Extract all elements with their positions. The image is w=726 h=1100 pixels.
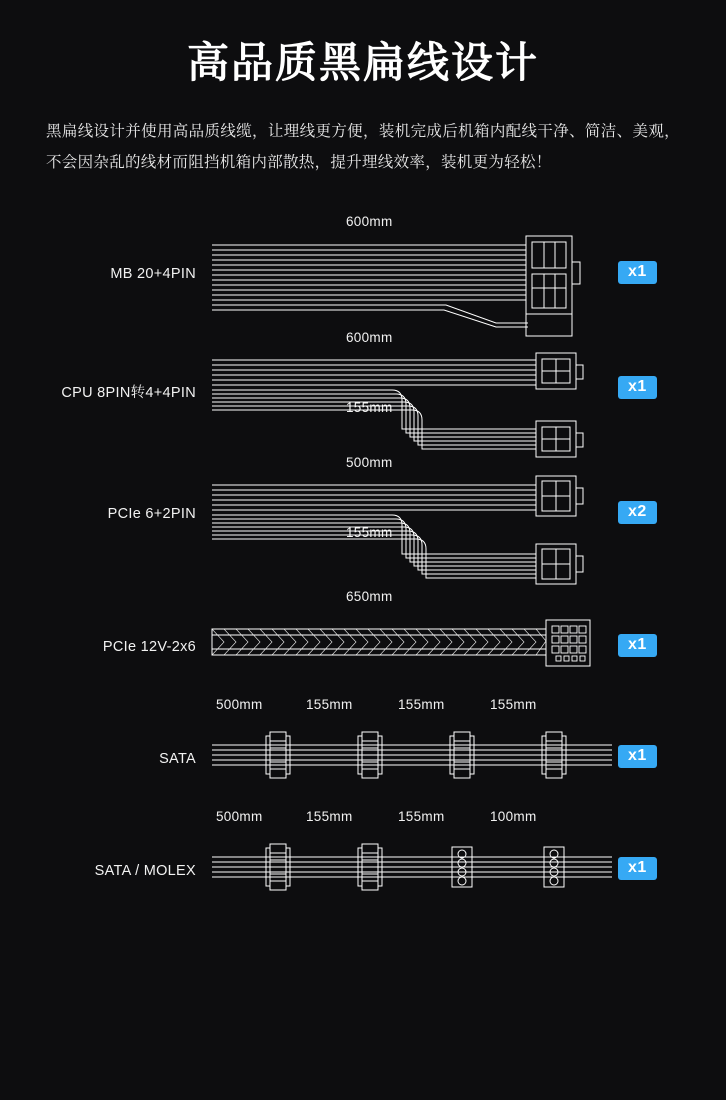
cable-label-pcie: PCIe 6+2PIN — [107, 506, 196, 523]
cable-dimension: 500mm — [216, 697, 263, 713]
cable-row — [0, 455, 726, 593]
cable-dimension: 500mm — [346, 455, 393, 471]
cable-row — [0, 589, 726, 703]
cable-quantity-badge: x2 — [618, 501, 657, 524]
cable-label-mb: MB 20+4PIN — [110, 266, 196, 283]
cable-row — [0, 697, 726, 815]
cable-dimension: 155mm — [346, 525, 393, 541]
cable-dimension: 155mm — [306, 809, 353, 825]
cable-illustration-sata — [196, 723, 626, 793]
cable-quantity-badge: x1 — [618, 261, 657, 284]
cable-quantity-badge: x1 — [618, 857, 657, 880]
cable-illustration-pcie — [196, 468, 616, 583]
cable-dimension: 155mm — [490, 697, 537, 713]
cable-illustration-mb — [196, 228, 616, 338]
cable-label-12v: PCIe 12V-2x6 — [102, 639, 196, 656]
cable-quantity-badge: x1 — [618, 376, 657, 399]
cable-label-sata: SATA — [159, 751, 196, 768]
cable-row — [0, 809, 726, 927]
cable-quantity-badge: x1 — [618, 745, 657, 768]
cable-illustration-cpu — [196, 343, 616, 453]
cable-label-sata-molex: SATA / MOLEX — [94, 863, 196, 880]
cable-dimension: 600mm — [346, 330, 393, 346]
cable-dimension: 600mm — [346, 214, 393, 230]
cable-label-cpu: CPU 8PIN转4+4PIN — [61, 385, 196, 402]
intro-paragraph: 黑扁线设计并使用高品质线缆，让理线更方便，装机完成后机箱内配线干净、简洁、美观，不会因杂乱的线材而阻挡机箱内部散热，提升理线效率，装机更为轻松！ — [46, 123, 680, 172]
cable-dimension: 155mm — [398, 809, 445, 825]
cable-list — [0, 208, 726, 927]
cable-row — [0, 208, 726, 338]
cable-dimension: 100mm — [490, 809, 537, 825]
cable-dimension: 155mm — [346, 400, 393, 416]
cable-dimension: 650mm — [346, 589, 393, 605]
page-title: 高品质黑扁线设计 — [186, 39, 539, 86]
cable-dimension: 155mm — [306, 697, 353, 713]
cable-illustration-12v — [196, 615, 616, 685]
cable-dimension: 155mm — [398, 697, 445, 713]
cable-dimension: 500mm — [216, 809, 263, 825]
cable-illustration-sata-molex — [196, 835, 626, 905]
cable-quantity-badge: x1 — [618, 634, 657, 657]
cable-row — [0, 330, 726, 463]
